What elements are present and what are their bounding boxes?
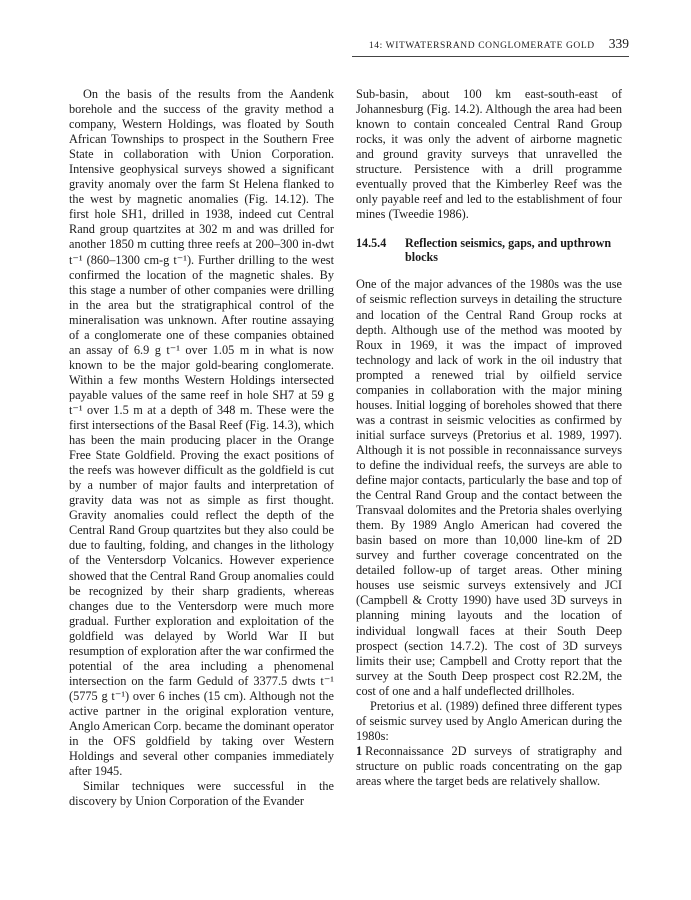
section-heading xyxy=(356,236,622,264)
running-header xyxy=(369,36,629,52)
left-column xyxy=(69,87,334,809)
header-rule xyxy=(352,56,629,57)
page-number: 339 xyxy=(608,36,629,51)
body-paragraph: Sub-basin, about 100 km east-south-east of Johannesburg (Fig. 14.2). Although the area had been known to contain concealed Central Rand Group rocks, it was only the advent of airborne magnetic and ground gravity surveys that unravelled the structure. Persistence with a drill programme eventually proved that the Kimberley Reef was the only payable reef and led to the establishment of four mines (Tweedie 1986). xyxy=(356,87,622,222)
body-paragraph: Similar techniques were successful in the discovery by Union Corporation of the Evander xyxy=(69,779,334,809)
section-title: Reflection seismics, gaps, and upthrown blocks xyxy=(405,236,612,265)
body-paragraph: Pretorius et al. (1989) defined three different types of seismic survey used by Anglo American during the 1980s: xyxy=(356,698,622,743)
body-paragraph: On the basis of the results from the Aandenk borehole and the success of the gravity method a company, Western Holdings, was floated by South African Townships to prospect in the Southern Free State in collaboration with Union Corporation. Intensive geophysical surveys showed a significant gravity anomaly over the farm St Helena flanked to the west by magnetic anomalies (Fig. 14.12). The first hole SH1, drilled in 1938, indeed cut Central Rand group quartzites at 302 m and was drilled for another 1850 m cutting three reefs at 200–300 in-dwt t⁻¹ (860–1300 cm-g t⁻¹). Further drilling to the west confirmed the location of the magnetic shales. By this stage a number of other companies were drilling in the area but the stratigraphical control of the mineralisation was unknown. After routine assaying of a conglomerate one of these companies obtained an assay of 6.9 g t⁻¹ over 1.05 m in what is now known to be the major gold-bearing conglomerate. Within a few months Western Holdings intersected payable values of the same reef in hole SH7 at 59 g t⁻¹ over 1.5 m at a depth of 348 m. These were the first intersections of the Basal Reef (Fig. 14.3), which has been the main producing placer in the Orange Free State Goldfield. Proving the exact positions of the reefs was however difficult as the goldfield is cut by a number of major faults and interpretation of gravity data was not as simple as first thought. Gravity anomalies could reflect the depth of the Central Rand Group quartzites but they also could be due to faulting, folding, and changes in the lithology of the Ventersdorp Volcanics. However experience showed that the Central Rand Group anomalies could be recognized by their sharp gradients, whereas changes due to the Ventersdorp were much more gradual. Further exploration and exploitation of the goldfield was delayed by World War II but resumption of exploration after the war confirmed the potential of the area including a phenomenal intersection on the farm Geduld of 3377.5 dwts t⁻¹ (5775 g t⁻¹) over 6 inches (15 cm). Although not the active partner in the original exploration venture, Anglo American Corp. became the dominant operator in the OFS goldfield by taking over Western Holdings and several other companies immediately after 1945. xyxy=(69,87,334,779)
right-column xyxy=(356,87,622,789)
list-item-number: 1 xyxy=(356,743,363,758)
list-item-text: Reconnaissance 2D surveys of stratigraphy and structure on public roads concentrating on the gap areas where the target beds are relatively shallow. xyxy=(356,743,622,788)
body-paragraph: One of the major advances of the 1980s was the use of seismic reflection surveys in detailing the structure and location of the Central Rand Group rocks at depth. Although use of the method was mooted by Roux in 1969, it was the impact of improved technology and lack of work in the oil industry that prompted a renewed trial by oilfield service companies in collaboration with the major mining houses. Initial logging of boreholes showed that there was a contrast in seismic velocities as confirmed by initial surface surveys (Pretorius et al. 1989, 1997). Although it is not possible in reconnaissance surveys to define the individual reefs, the surveys are able to define major contacts, particularly the base and top of the Central Rand Group and the contact between the Transvaal dolomites and the Pretoria shales overlying them. By 1989 Anglo American had covered the basin based on more than 10,000 line-km of 2D survey and further coverage concentrated on the detailed follow-up of target areas. Other mining houses use seismic surveys extensively and JCI (Campbell & Crotty 1990) have used 3D surveys in planning mining layouts and the location of individual longwall faces at their South Deep prospect (section 14.7.2). The cost of 3D surveys limits their use; Campbell and Crotty report that the survey at the South Deep prospect cost R2.2M, the cost of one and a half undeflected drillholes. xyxy=(356,277,622,698)
section-number: 14.5.4 xyxy=(356,236,387,251)
running-title: 14: WITWATERSRAND CONGLOMERATE GOLD xyxy=(368,41,595,51)
numbered-list-item xyxy=(356,744,622,789)
